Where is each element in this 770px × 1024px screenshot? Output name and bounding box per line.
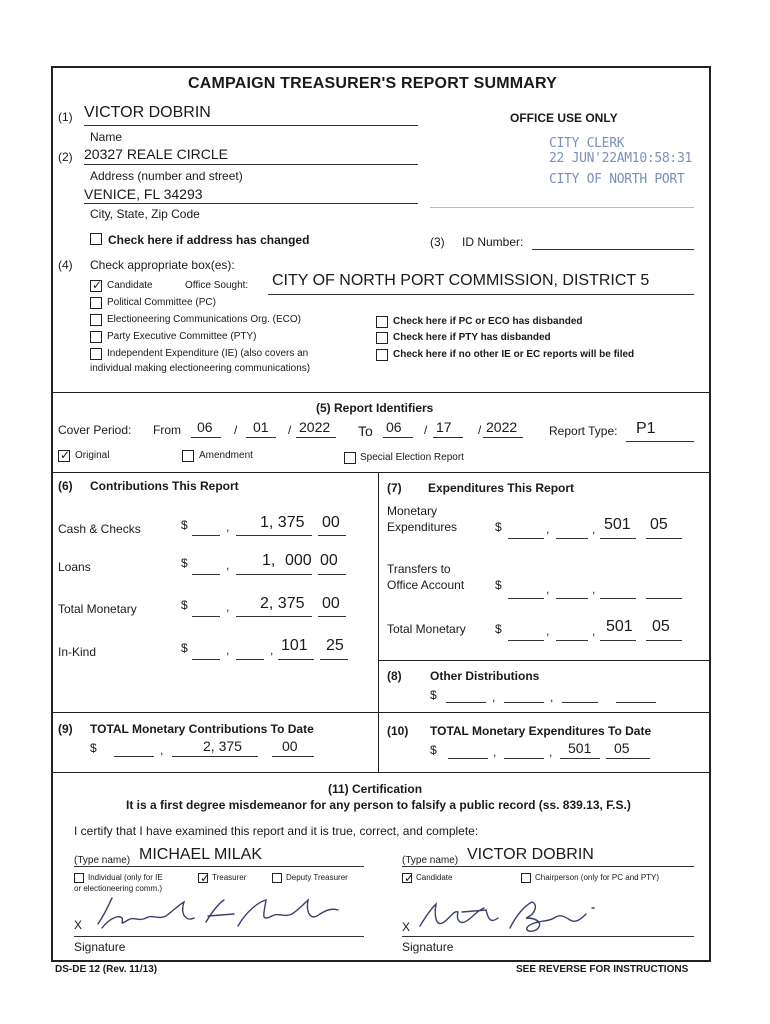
other-distributions-comma-1: , <box>492 690 496 704</box>
total-exp-amount: 501 <box>606 618 633 635</box>
individual-checkbox[interactable] <box>74 873 84 883</box>
contributions-to-date-millions-line <box>114 756 154 757</box>
transfers-comma-2: , <box>592 582 596 596</box>
total-contrib-cents-line <box>318 616 346 617</box>
address-underline <box>84 164 418 165</box>
chairperson-label: Chairperson (only for PC and PTY) <box>535 873 660 882</box>
other-distributions-millions-line[interactable] <box>446 702 486 703</box>
id-number-label: ID Number: <box>462 235 524 249</box>
deputy-treasurer-checkbox[interactable] <box>272 873 282 883</box>
slash-2: / <box>288 423 292 437</box>
total-contrib-comma: , <box>226 600 230 614</box>
total-contrib-millions-line <box>192 616 220 617</box>
to-label: To <box>358 423 373 439</box>
candidate-signoff-checkbox[interactable] <box>402 873 412 883</box>
loans-millions-line <box>192 574 220 575</box>
disband-pc-label: Check here if PC or ECO has disbanded <box>393 316 583 327</box>
report-type-line <box>626 441 694 442</box>
total-contrib-dollar: $ <box>181 598 188 612</box>
office-sought-underline <box>268 294 694 295</box>
divider-sec9 <box>51 712 711 713</box>
inkind-millions-line <box>192 659 220 660</box>
treasurer-checkbox[interactable] <box>198 873 208 883</box>
candidate-name-line <box>402 866 694 867</box>
contributions-to-date-title: TOTAL Monetary Contributions To Date <box>90 722 314 736</box>
total-exp-millions-line <box>508 640 544 641</box>
candidate-type-name-label: (Type name) <box>402 855 459 866</box>
inkind-comma-2: , <box>270 643 274 657</box>
expenditures-to-date-millions-line <box>448 758 488 759</box>
sec7-number: (7) <box>387 481 402 495</box>
candidate-signature-image <box>414 896 614 938</box>
disband-pty-checkbox[interactable] <box>376 332 388 344</box>
treasurer-name-value: MICHAEL MILAK <box>139 846 262 863</box>
pc-label: Political Committee (PC) <box>107 297 216 308</box>
transfers-thousands-line[interactable] <box>556 598 588 599</box>
total-exp-comma-1: , <box>546 624 550 638</box>
from-month-line <box>191 437 221 438</box>
individual-label-2: or electioneering comm.) <box>74 884 163 893</box>
contributions-to-date-cents-line <box>272 756 314 757</box>
treasurer-signature-line <box>74 936 364 937</box>
monetary-exp-label-2: Expenditures <box>387 520 458 534</box>
contributions-to-date-cents: 00 <box>282 738 298 754</box>
other-distributions-comma-2: , <box>550 690 554 704</box>
divider-sec9-sec10 <box>378 712 379 772</box>
monetary-exp-comma-2: , <box>592 522 596 536</box>
stamp-line-1: CITY CLERK <box>549 136 625 151</box>
candidate-signature-x: X <box>402 920 411 934</box>
city-underline <box>84 203 418 204</box>
loans-comma: , <box>226 558 230 572</box>
chairperson-checkbox[interactable] <box>521 873 531 883</box>
treasurer-label: Treasurer <box>212 873 247 882</box>
from-year-line <box>296 437 336 438</box>
office-sought-label: Office Sought: <box>185 280 249 291</box>
inkind-label: In-Kind <box>58 645 97 659</box>
divider-sec6-sec7 <box>378 472 379 712</box>
loans-dollar: $ <box>181 556 188 570</box>
from-year: 2022 <box>299 419 331 435</box>
ie-checkbox[interactable] <box>90 348 102 360</box>
transfers-label-1: Transfers to <box>387 562 451 576</box>
inkind-thousands-line <box>236 659 264 660</box>
monetary-exp-dollar: $ <box>495 520 502 534</box>
name-underline <box>84 125 418 126</box>
ie-label-line1: Independent Expenditure (IE) (also covers an <box>107 348 309 359</box>
cash-comma: , <box>226 520 230 534</box>
no-other-reports-checkbox[interactable] <box>376 349 388 361</box>
total-contrib-cents: 00 <box>322 595 340 612</box>
expenditures-to-date-comma-1: , <box>493 745 497 759</box>
loans-amount: 000 <box>285 552 312 569</box>
expenditures-to-date-comma-2: , <box>549 745 553 759</box>
inkind-cents-line <box>320 659 348 660</box>
cash-dollar: $ <box>181 518 188 532</box>
certification-title: (11) Certification <box>328 782 423 796</box>
address-value: 20327 REALE CIRCLE <box>84 146 228 162</box>
contributions-title: Contributions This Report <box>90 479 239 493</box>
contributions-to-date-comma: , <box>160 743 164 757</box>
inkind-dollar: $ <box>181 641 188 655</box>
loans-thousands: 1, <box>262 552 276 569</box>
form-title: CAMPAIGN TREASURER'S REPORT SUMMARY <box>188 75 558 92</box>
eco-checkbox[interactable] <box>90 314 102 326</box>
id-number-field[interactable] <box>532 249 694 250</box>
candidate-signature-label: Signature <box>402 940 454 954</box>
to-year: 2022 <box>486 419 518 435</box>
address-changed-label: Check here if address has changed <box>108 233 310 247</box>
loans-cents-line <box>318 574 346 575</box>
to-month: 06 <box>386 419 402 435</box>
address-label: Address (number and street) <box>90 169 243 183</box>
other-distributions-title: Other Distributions <box>430 669 540 683</box>
monetary-exp-amount: 501 <box>604 516 631 533</box>
total-exp-cents: 05 <box>652 618 670 635</box>
candidate-name-value: VICTOR DOBRIN <box>84 104 211 121</box>
candidate-name-signoff: VICTOR DOBRIN <box>467 846 594 863</box>
original-checkbox[interactable] <box>58 450 70 462</box>
office-use-label: OFFICE USE ONLY <box>510 111 618 125</box>
special-election-label: Special Election Report <box>360 452 464 463</box>
to-day-line <box>433 437 463 438</box>
certification-warning: It is a first degree misdemeanor for any person to falsify a public record (ss. 839.13, F.S.) <box>126 798 631 812</box>
treasurer-signature-x: X <box>74 918 83 932</box>
slash-1: / <box>234 423 238 437</box>
expenditures-to-date-cents-line <box>606 758 650 759</box>
pty-label: Party Executive Committee (PTY) <box>107 331 257 342</box>
cash-checks-label: Cash & Checks <box>58 522 141 536</box>
individual-label-1: Individual (only for IE <box>88 873 163 882</box>
total-contrib-amount-line <box>236 616 312 617</box>
sec8-number: (8) <box>387 669 402 683</box>
candidate-label: Candidate <box>107 280 153 291</box>
stamp-line-3: CITY OF NORTH PORT <box>549 172 685 187</box>
disband-pc-checkbox[interactable] <box>376 316 388 328</box>
total-contrib-label: Total Monetary <box>58 602 137 616</box>
divider-sec5 <box>51 392 711 393</box>
from-day-line <box>246 437 276 438</box>
treasurer-signature-label: Signature <box>74 940 126 954</box>
deputy-treasurer-label: Deputy Treasurer <box>286 873 348 882</box>
monetary-exp-amount-line <box>600 538 636 539</box>
cash-amount-line <box>236 535 312 536</box>
cash-amount: 1, 375 <box>260 514 305 531</box>
to-month-line <box>383 437 413 438</box>
special-election-checkbox[interactable] <box>344 452 356 464</box>
total-exp-dollar: $ <box>495 622 502 636</box>
other-distributions-amount-line[interactable] <box>562 702 598 703</box>
transfers-cents-line[interactable] <box>646 598 682 599</box>
sec2-number: (2) <box>58 150 73 164</box>
pc-checkbox[interactable] <box>90 297 102 309</box>
sec3-number: (3) <box>430 235 445 249</box>
treasurer-signature-image <box>88 892 348 936</box>
transfers-dollar: $ <box>495 578 502 592</box>
sec10-number: (10) <box>387 724 409 738</box>
total-exp-cents-line <box>646 640 682 641</box>
from-day: 01 <box>253 419 269 435</box>
contributions-to-date-amount: 2, 375 <box>203 738 242 754</box>
candidate-signature-line <box>402 936 694 937</box>
from-month: 06 <box>197 419 213 435</box>
inkind-comma-1: , <box>226 643 230 657</box>
expenditures-to-date-dollar: $ <box>430 743 437 757</box>
total-exp-amount-line <box>600 640 636 641</box>
reverse-instructions-note: SEE REVERSE FOR INSTRUCTIONS <box>516 964 689 975</box>
ie-label-line2: individual making electioneering communications) <box>90 363 311 374</box>
monetary-exp-millions-line <box>508 538 544 539</box>
check-boxes-label: Check appropriate box(es): <box>90 258 235 272</box>
sec1-number: (1) <box>58 110 73 124</box>
expenditures-to-date-cents: 05 <box>614 740 630 756</box>
monetary-exp-cents-line <box>646 538 682 539</box>
expenditures-to-date-thousands-line <box>504 758 544 759</box>
from-label: From <box>153 423 181 437</box>
sec4-number: (4) <box>58 258 73 272</box>
monetary-exp-thousands-line <box>556 538 588 539</box>
contributions-to-date-dollar: $ <box>90 741 97 755</box>
candidate-signoff-label: Candidate <box>416 873 453 882</box>
monetary-exp-cents: 05 <box>650 516 668 533</box>
loans-label: Loans <box>58 560 91 574</box>
cash-millions-line <box>192 535 220 536</box>
total-exp-thousands-line <box>556 640 588 641</box>
eco-label: Electioneering Communications Org. (ECO) <box>107 314 301 325</box>
expenditures-to-date-title: TOTAL Monetary Expenditures To Date <box>430 724 652 738</box>
cash-cents-line <box>318 535 346 536</box>
other-distributions-thousands-line[interactable] <box>504 702 544 703</box>
amendment-label: Amendment <box>199 450 253 461</box>
name-label: Name <box>90 130 123 144</box>
expenditures-title: Expenditures This Report <box>428 481 575 495</box>
expenditures-to-date-amount-line <box>560 758 600 759</box>
cover-period-label: Cover Period: <box>58 423 132 437</box>
loans-amount-line <box>236 574 312 575</box>
transfers-label-2: Office Account <box>387 578 465 592</box>
total-exp-comma-2: , <box>592 624 596 638</box>
city-value: VENICE, FL 34293 <box>84 186 203 202</box>
monetary-exp-comma-1: , <box>546 522 550 536</box>
candidate-checkbox[interactable] <box>90 280 102 292</box>
loans-cents: 00 <box>320 552 338 569</box>
slash-3: / <box>424 423 428 437</box>
to-day: 17 <box>436 419 452 435</box>
disband-pty-label: Check here if PTY has disbanded <box>393 332 551 343</box>
stamp-line-2: 22 JUN'22AM10:58:31 <box>549 151 693 166</box>
other-distributions-cents-line[interactable] <box>616 702 656 703</box>
other-distributions-dollar: $ <box>430 688 437 702</box>
inkind-amount: 101 <box>281 637 308 654</box>
office-sought-value: CITY OF NORTH PORT COMMISSION, DISTRICT 5 <box>272 272 650 289</box>
city-label: City, State, Zip Code <box>90 207 200 221</box>
no-other-reports-label: Check here if no other IE or EC reports will be filed <box>393 349 635 360</box>
form-id: DS-DE 12 (Rev. 11/13) <box>55 964 158 975</box>
cash-cents: 00 <box>322 514 340 531</box>
treasurer-name-line <box>74 866 364 867</box>
transfers-amount-line[interactable] <box>600 598 636 599</box>
expenditures-to-date-amount: 501 <box>568 740 592 756</box>
report-type-value: P1 <box>636 420 656 437</box>
transfers-millions-line[interactable] <box>508 598 544 599</box>
divider-sec8 <box>378 660 711 661</box>
sec9-number: (9) <box>58 722 73 736</box>
slash-4: / <box>478 423 482 437</box>
inkind-cents: 25 <box>326 637 344 654</box>
original-label: Original <box>75 450 110 461</box>
total-exp-label: Total Monetary <box>387 622 466 636</box>
monetary-exp-label-1: Monetary <box>387 504 438 518</box>
certification-statement: I certify that I have examined this report and it is true, correct, and complete: <box>74 824 479 838</box>
contributions-to-date-amount-line <box>172 756 258 757</box>
inkind-amount-line <box>278 659 314 660</box>
transfers-comma-1: , <box>546 582 550 596</box>
sec6-number: (6) <box>58 479 73 493</box>
divider-sec6 <box>51 472 711 473</box>
to-year-line <box>483 437 523 438</box>
treasurer-type-name-label: (Type name) <box>74 855 131 866</box>
pty-checkbox[interactable] <box>90 331 102 343</box>
divider-sec11 <box>51 772 711 773</box>
amendment-checkbox[interactable] <box>182 450 194 462</box>
report-type-label: Report Type: <box>549 424 618 438</box>
total-contrib-amount: 2, 375 <box>260 595 305 612</box>
address-changed-checkbox[interactable] <box>90 233 102 245</box>
report-identifiers-title: (5) Report Identifiers <box>316 401 434 415</box>
